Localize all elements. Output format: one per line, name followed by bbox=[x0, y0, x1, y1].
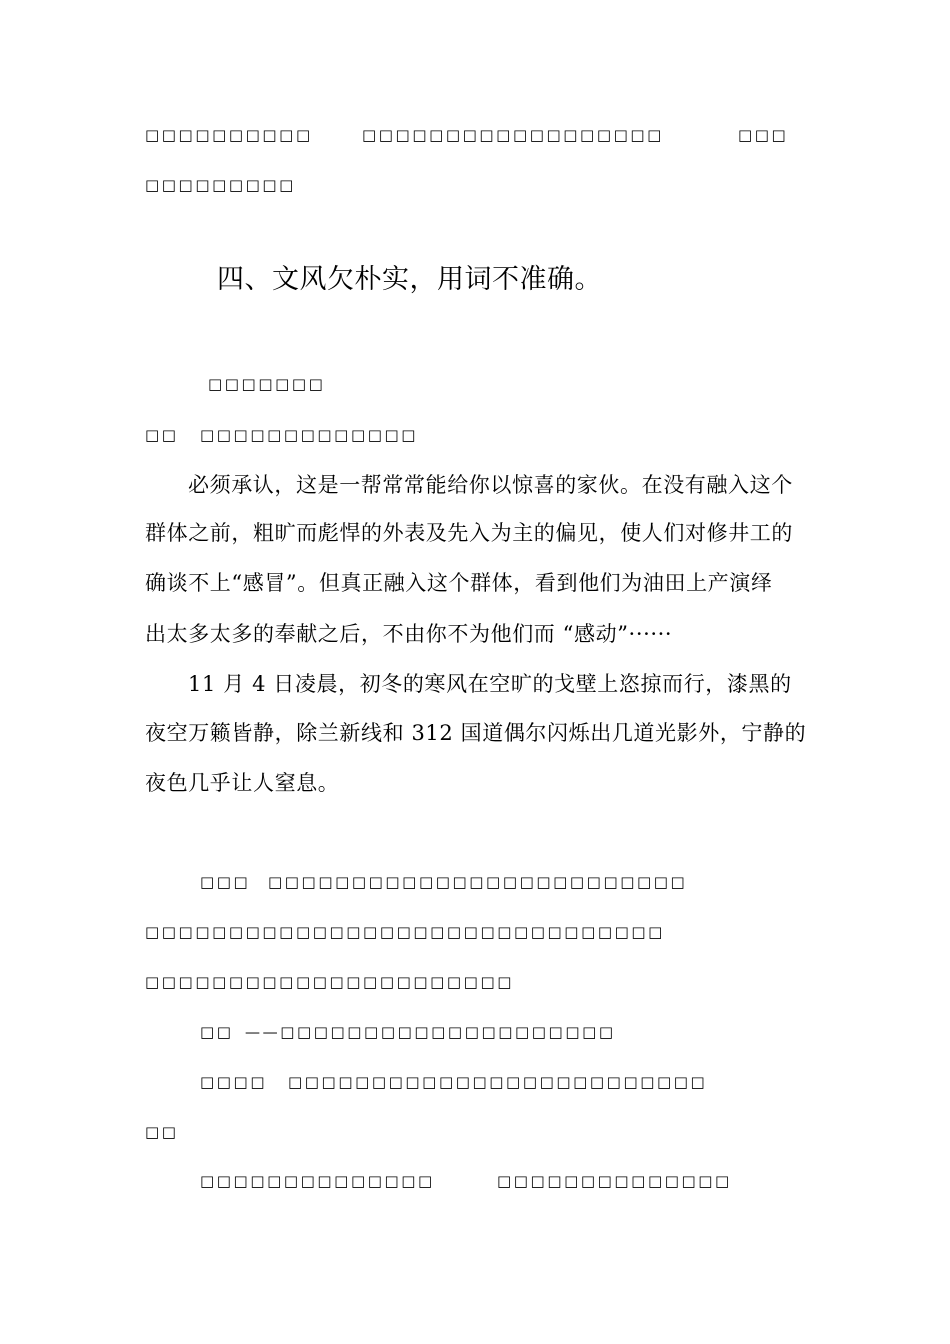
garbled-caption: □□□□□□□□□□□□□ bbox=[200, 426, 419, 444]
paragraph-1-line-3: 确谈不上“感冒”。但真正融入这个群体，看到他们为油田上产演绎 bbox=[145, 571, 773, 595]
paragraph-1-line-4: 出太多太多的奉献之后，不由你不为他们而 “感动”······ bbox=[145, 622, 673, 646]
garbled-bottom-4a: □□ bbox=[200, 1023, 234, 1041]
garbled-bottom-3: □□□□□□□□□□□□□□□□□□□□□□ bbox=[145, 973, 514, 991]
paragraph-2-line-1: 11 月 4 日凌晨，初冬的寒风在空旷的戈壁上恣掠而行，漆黑的 bbox=[188, 672, 792, 696]
garbled-bottom-7a: □□□□□□□□□□□□□□ bbox=[200, 1172, 435, 1190]
paragraph-1-line-1: 必须承认，这是一帮常常能给你以惊喜的家伙。在没有融入这个 bbox=[188, 473, 793, 497]
garbled-bottom-4b: ——□□□□□□□□□□□□□□□□□□□□ bbox=[245, 1023, 616, 1041]
paragraph-2-line-2: 夜空万籁皆静，除兰新线和 312 国道偶尔闪烁出几道光影外，宁静的 bbox=[145, 721, 807, 745]
garbled-text-line-1b: □□□□□□□□□□□□□□□□□□ bbox=[362, 126, 664, 144]
garbled-text-line-1a: □□□□□□□□□□ bbox=[145, 126, 313, 144]
garbled-bottom-6: □□ bbox=[145, 1123, 179, 1141]
garbled-bottom-1a: □□□ bbox=[200, 873, 251, 891]
section-heading: 四、文风欠朴实，用词不准确。 bbox=[217, 264, 602, 295]
garbled-bottom-1b: □□□□□□□□□□□□□□□□□□□□□□□□□ bbox=[268, 873, 688, 891]
garbled-text-line-1c: □□□ bbox=[738, 126, 789, 144]
garbled-label: □□ bbox=[145, 426, 179, 444]
paragraph-1-line-2: 群体之前，粗旷而彪悍的外表及先入为主的偏见，使人们对修井工的 bbox=[145, 521, 793, 545]
garbled-bottom-5a: □□□□ bbox=[200, 1073, 268, 1091]
paragraph-2-line-3: 夜色几乎让人窒息。 bbox=[145, 771, 340, 795]
garbled-bottom-2: □□□□□□□□□□□□□□□□□□□□□□□□□□□□□□□ bbox=[145, 923, 665, 941]
garbled-subtitle: □□□□□□□ bbox=[208, 375, 326, 393]
garbled-text-line-2: □□□□□□□□□ bbox=[145, 176, 296, 194]
garbled-bottom-7b: □□□□□□□□□□□□□□ bbox=[497, 1172, 732, 1190]
garbled-bottom-5b: □□□□□□□□□□□□□□□□□□□□□□□□□ bbox=[288, 1073, 708, 1091]
